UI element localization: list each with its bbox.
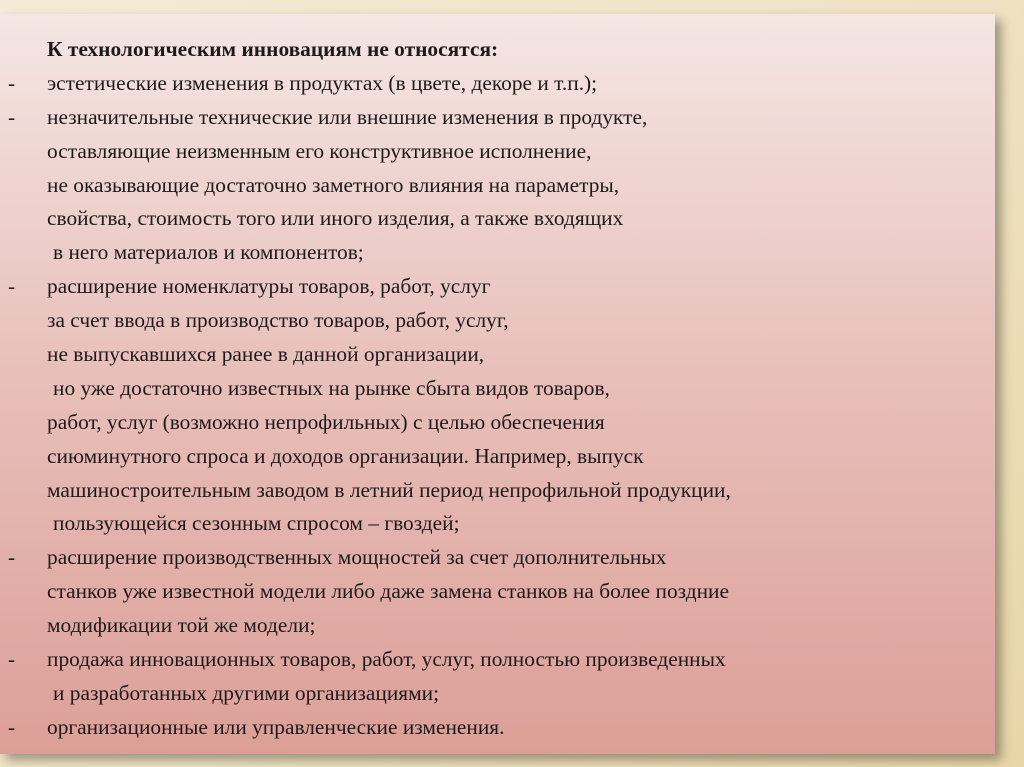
bullet-dash: - bbox=[8, 647, 16, 672]
slide-title-row bbox=[0, 33, 990, 67]
list-item bbox=[0, 270, 990, 304]
list-item-text: машиностроительным заводом в летний период непрофильной продукции, bbox=[47, 477, 731, 502]
list-item-continuation bbox=[0, 236, 990, 270]
list-item bbox=[0, 67, 990, 101]
list-item-text: работ, услуг (возможно непрофильных) с целью обеспечения bbox=[47, 409, 605, 434]
list-item-continuation bbox=[0, 677, 990, 711]
bullet-dash: - bbox=[8, 70, 16, 95]
list-item-continuation bbox=[0, 406, 990, 440]
list-item-continuation bbox=[0, 575, 990, 609]
list-item-text: станков уже известной модели либо даже замена станков на более поздние bbox=[47, 579, 729, 604]
list-item-text: свойства, стоимость того или иного изделия, а также входящих bbox=[47, 206, 624, 231]
list-item-text: и разработанных другими организациями; bbox=[53, 680, 440, 705]
list-item-continuation bbox=[0, 440, 990, 474]
list-item-text: продажа инновационных товаров, работ, услуг, полностью произведенных bbox=[47, 647, 726, 672]
slide-content bbox=[0, 33, 990, 745]
list-item-text: организационные или управленческие изменения. bbox=[47, 714, 505, 739]
list-item-text: пользующейся сезонным спросом – гвоздей; bbox=[53, 511, 460, 536]
list-item-text: за счет ввода в производство товаров, работ, услуг, bbox=[47, 308, 509, 333]
list-item-continuation bbox=[0, 338, 990, 372]
list-item bbox=[0, 643, 990, 677]
list-item bbox=[0, 101, 990, 135]
list-item-continuation bbox=[0, 304, 990, 338]
list-item-text: расширение производственных мощностей за счет дополнительных bbox=[47, 545, 667, 570]
list-item-text: в него материалов и компонентов; bbox=[53, 240, 364, 265]
bullet-dash: - bbox=[8, 714, 16, 739]
list-item-continuation bbox=[0, 372, 990, 406]
bullet-dash: - bbox=[8, 104, 16, 129]
list-item-text: сиюминутного спроса и доходов организации. Например, выпуск bbox=[47, 443, 644, 468]
list-item-continuation bbox=[0, 169, 990, 203]
list-item-text: незначительные технические или внешние изменения в продукте, bbox=[47, 104, 648, 129]
slide-title: К технологическим инновациям не относятся: bbox=[47, 37, 499, 61]
list-item bbox=[0, 541, 990, 575]
slide-panel bbox=[0, 14, 995, 754]
list-item-text: модификации той же модели; bbox=[47, 613, 316, 638]
list-item-text: оставляющие неизменным его конструктивное исполнение, bbox=[47, 138, 592, 163]
list-item-text: не выпускавшихся ранее в данной организации, bbox=[47, 342, 485, 367]
bullet-dash: - bbox=[8, 274, 16, 299]
list-item-text: эстетические изменения в продуктах (в цвете, декоре и т.п.); bbox=[47, 70, 598, 95]
list-item bbox=[0, 711, 990, 745]
list-item-continuation bbox=[0, 202, 990, 236]
list-item-text: не оказывающие достаточно заметного влияния на параметры, bbox=[47, 172, 620, 197]
list-item-continuation bbox=[0, 474, 990, 508]
list-item-text: но уже достаточно известных на рынке сбыта видов товаров, bbox=[53, 375, 610, 400]
list-item-text: расширение номенклатуры товаров, работ, услуг bbox=[47, 274, 491, 299]
list-item-continuation bbox=[0, 609, 990, 643]
list-item-continuation bbox=[0, 507, 990, 541]
bullet-dash: - bbox=[8, 545, 16, 570]
list-item-continuation bbox=[0, 135, 990, 169]
